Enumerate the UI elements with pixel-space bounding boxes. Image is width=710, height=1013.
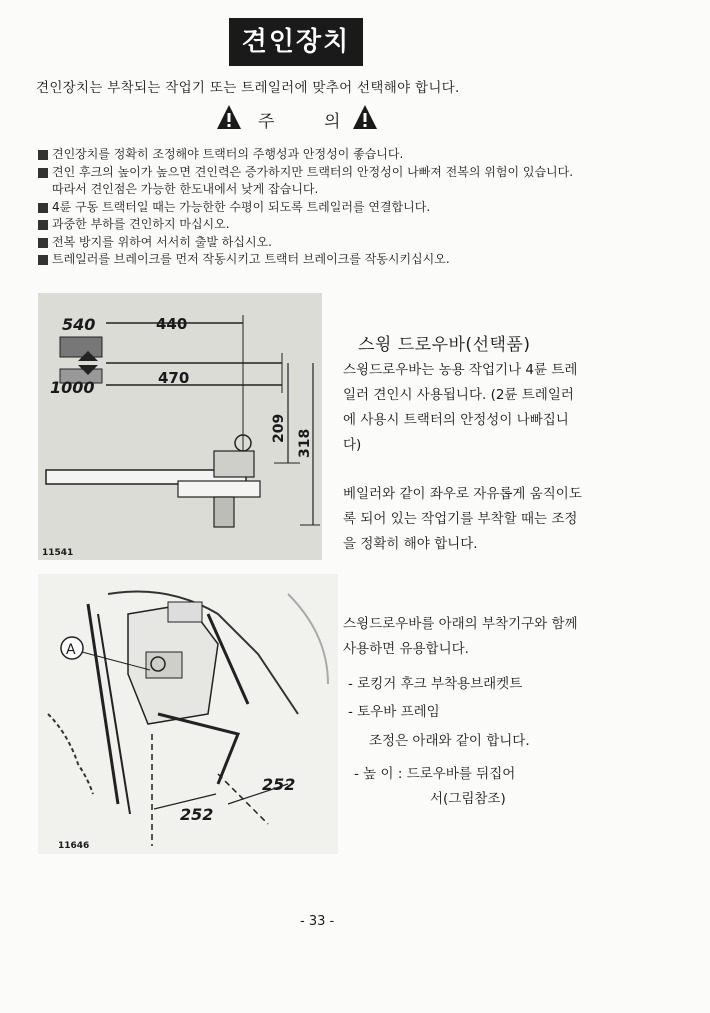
dimension-label: 470 bbox=[158, 369, 190, 387]
list-item bbox=[38, 199, 578, 217]
list-item bbox=[38, 234, 578, 252]
dimension-label: 209 bbox=[271, 413, 287, 443]
page-title: 견인장치 bbox=[229, 18, 363, 66]
swing-drawbar-illustration bbox=[38, 574, 338, 854]
list-item-text: 전복 방지를 위하여 서서히 출발 하십시오. bbox=[52, 234, 272, 249]
list-item-text: 견인장치를 정확히 조정해야 트랙터의 주행성과 안정성이 좋습니다. bbox=[52, 147, 404, 161]
warning-icon bbox=[216, 104, 242, 130]
paragraph: 스윙드로우바는 농용 작업기나 4륜 트레일러 견인시 사용됩니다. (2륜 트레일러에 사용시 트랙터의 안정성이 나빠집니다) bbox=[343, 362, 578, 453]
list-item: - 로킹거 후크 부착용브래켓트 bbox=[348, 676, 523, 692]
caution-label-b: 의 bbox=[324, 112, 341, 132]
dimension-label: 252 bbox=[180, 805, 214, 824]
list-item bbox=[38, 164, 578, 199]
dimension-label: 1000 bbox=[50, 378, 95, 397]
callout-label: A bbox=[66, 642, 76, 658]
warning-icon bbox=[352, 104, 378, 130]
adjust-text: 조정은 아래와 같이 합니다. bbox=[369, 733, 530, 749]
dimension-label: 318 bbox=[297, 428, 313, 458]
bullet-square-icon bbox=[38, 255, 48, 265]
page-number: - 33 - bbox=[300, 914, 335, 929]
list-item bbox=[38, 146, 578, 164]
dimension-label: 252 bbox=[262, 775, 296, 794]
figure-code: 11646 bbox=[58, 841, 90, 851]
dimension-label: 540 bbox=[62, 315, 96, 334]
caution-list bbox=[38, 146, 578, 269]
caution-label-a: 주 bbox=[258, 112, 275, 132]
list-item-text: 4륜 구동 트랙터일 때는 가능한한 수평이 되도록 트레일러를 연결합니다. bbox=[52, 199, 431, 214]
drawbar-illustration bbox=[38, 293, 322, 560]
dimension-label: 440 bbox=[156, 315, 188, 333]
list-item bbox=[38, 251, 578, 269]
bullet-square-icon bbox=[38, 238, 48, 248]
intro-text: 견인장치는 부착되는 작업기 또는 트레일러에 맞추어 선택해야 합니다. bbox=[36, 80, 460, 96]
swing-drawbar-figure bbox=[38, 574, 338, 854]
caution-heading bbox=[216, 104, 380, 132]
list-item bbox=[38, 216, 578, 234]
section-heading: 스윙 드로우바(선택품) bbox=[358, 335, 531, 355]
figure-code: 11541 bbox=[42, 548, 74, 558]
list-item-text: 트레일러를 브레이크를 먼저 작동시키고 트랙터 브레이크를 작동시키십시오. bbox=[52, 252, 450, 266]
bullet-square-icon bbox=[38, 168, 48, 178]
list-item-text: 견인 후크의 높이가 높으면 견인력은 증가하지만 트랙터의 안정성이 나빠져 전복의 위험이 있습니다. 따라서 견인점은 가능한 한도내에서 낮게 잡습니다. bbox=[52, 164, 574, 196]
drawbar-dimension-figure bbox=[38, 293, 322, 560]
paragraph: 베일러와 같이 좌우로 자유롭게 움직이도록 되어 있는 작업기를 부착할 때는 조정을 정확히 해야 합니다. bbox=[343, 486, 582, 552]
bullet-square-icon bbox=[38, 203, 48, 213]
bullet-square-icon bbox=[38, 220, 48, 230]
attachment-list bbox=[348, 670, 522, 726]
height-cont: 서(그림참조) bbox=[430, 791, 506, 807]
bullet-square-icon bbox=[38, 150, 48, 160]
paragraph: 스윙드로우바를 아래의 부착기구와 함께 사용하면 유용합니다. bbox=[343, 616, 578, 657]
list-item-text: 과중한 부하를 견인하지 마십시오. bbox=[52, 217, 230, 231]
list-item: - 토우바 프레임 bbox=[348, 704, 440, 720]
height-label: - 높 이 : 드로우바를 뒤집어 bbox=[354, 766, 516, 782]
